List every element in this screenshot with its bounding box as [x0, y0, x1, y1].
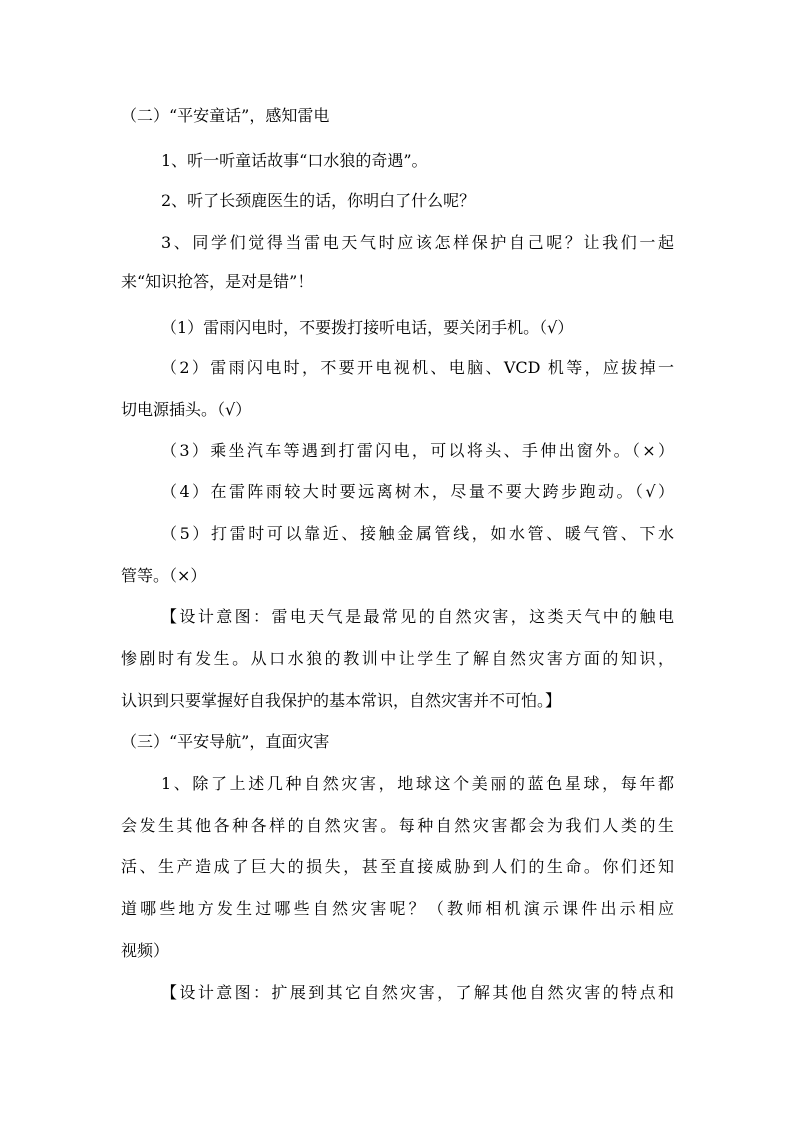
- paragraph-line: 视频）: [121, 941, 170, 960]
- quiz-item: （5）打雷时可以靠近、接触金属管线，如水管、暖气管、下水: [161, 524, 674, 543]
- design-intent: 【设计意图：扩展到其它自然灾害，了解其他自然灾害的特点和: [161, 983, 674, 1002]
- quiz-item: 切电源插头。（√）: [121, 400, 252, 419]
- list-item: 2、听了长颈鹿医生的话，你明白了什么呢？: [161, 191, 476, 210]
- quiz-item: （4）在雷阵雨较大时要远离树木，尽量不要大跨步跑动。（√）: [161, 482, 674, 501]
- section-heading: （二）“平安童话”，感知雷电: [121, 106, 330, 125]
- section-heading: （三）“平安导航”，直面灾害: [121, 732, 330, 751]
- design-intent: 认识到只要掌握好自我保护的基本常识，自然灾害并不可怕。】: [121, 691, 562, 710]
- list-item: 1、听一听童话故事“口水狼的奇遇”。: [161, 151, 428, 170]
- paragraph-line: 3、同学们觉得当雷电天气时应该怎样保护自己呢？让我们一起: [161, 233, 674, 252]
- paragraph-line: 活、生产造成了巨大的损失，甚至直接威胁到人们的生命。你们还知: [121, 857, 674, 876]
- quiz-item: （1）雷雨闪电时，不要拨打接听电话，要关闭手机。（√）: [161, 318, 574, 337]
- design-intent: 【设计意图：雷电天气是最常见的自然灾害，这类天气中的触电: [161, 607, 674, 626]
- quiz-item: 管等。（×）: [121, 566, 207, 585]
- quiz-item: （2）雷雨闪电时，不要开电视机、电脑、VCD 机等，应拔掉一: [161, 358, 674, 377]
- paragraph-line: 来“知识抢答，是对是错”！: [121, 272, 314, 291]
- paragraph-line: 道哪些地方发生过哪些自然灾害呢？（教师相机演示课件出示相应: [121, 899, 674, 918]
- paragraph-line: 1、除了上述几种自然灾害，地球这个美丽的蓝色星球，每年都: [161, 774, 674, 793]
- quiz-item: （3）乘坐汽车等遇到打雷闪电，可以将头、手伸出窗外。（×）: [161, 441, 674, 460]
- design-intent: 惨剧时有发生。从口水狼的教训中让学生了解自然灾害方面的知识，: [121, 649, 674, 668]
- paragraph-line: 会发生其他各种各样的自然灾害。每种自然灾害都会为我们人类的生: [121, 816, 674, 835]
